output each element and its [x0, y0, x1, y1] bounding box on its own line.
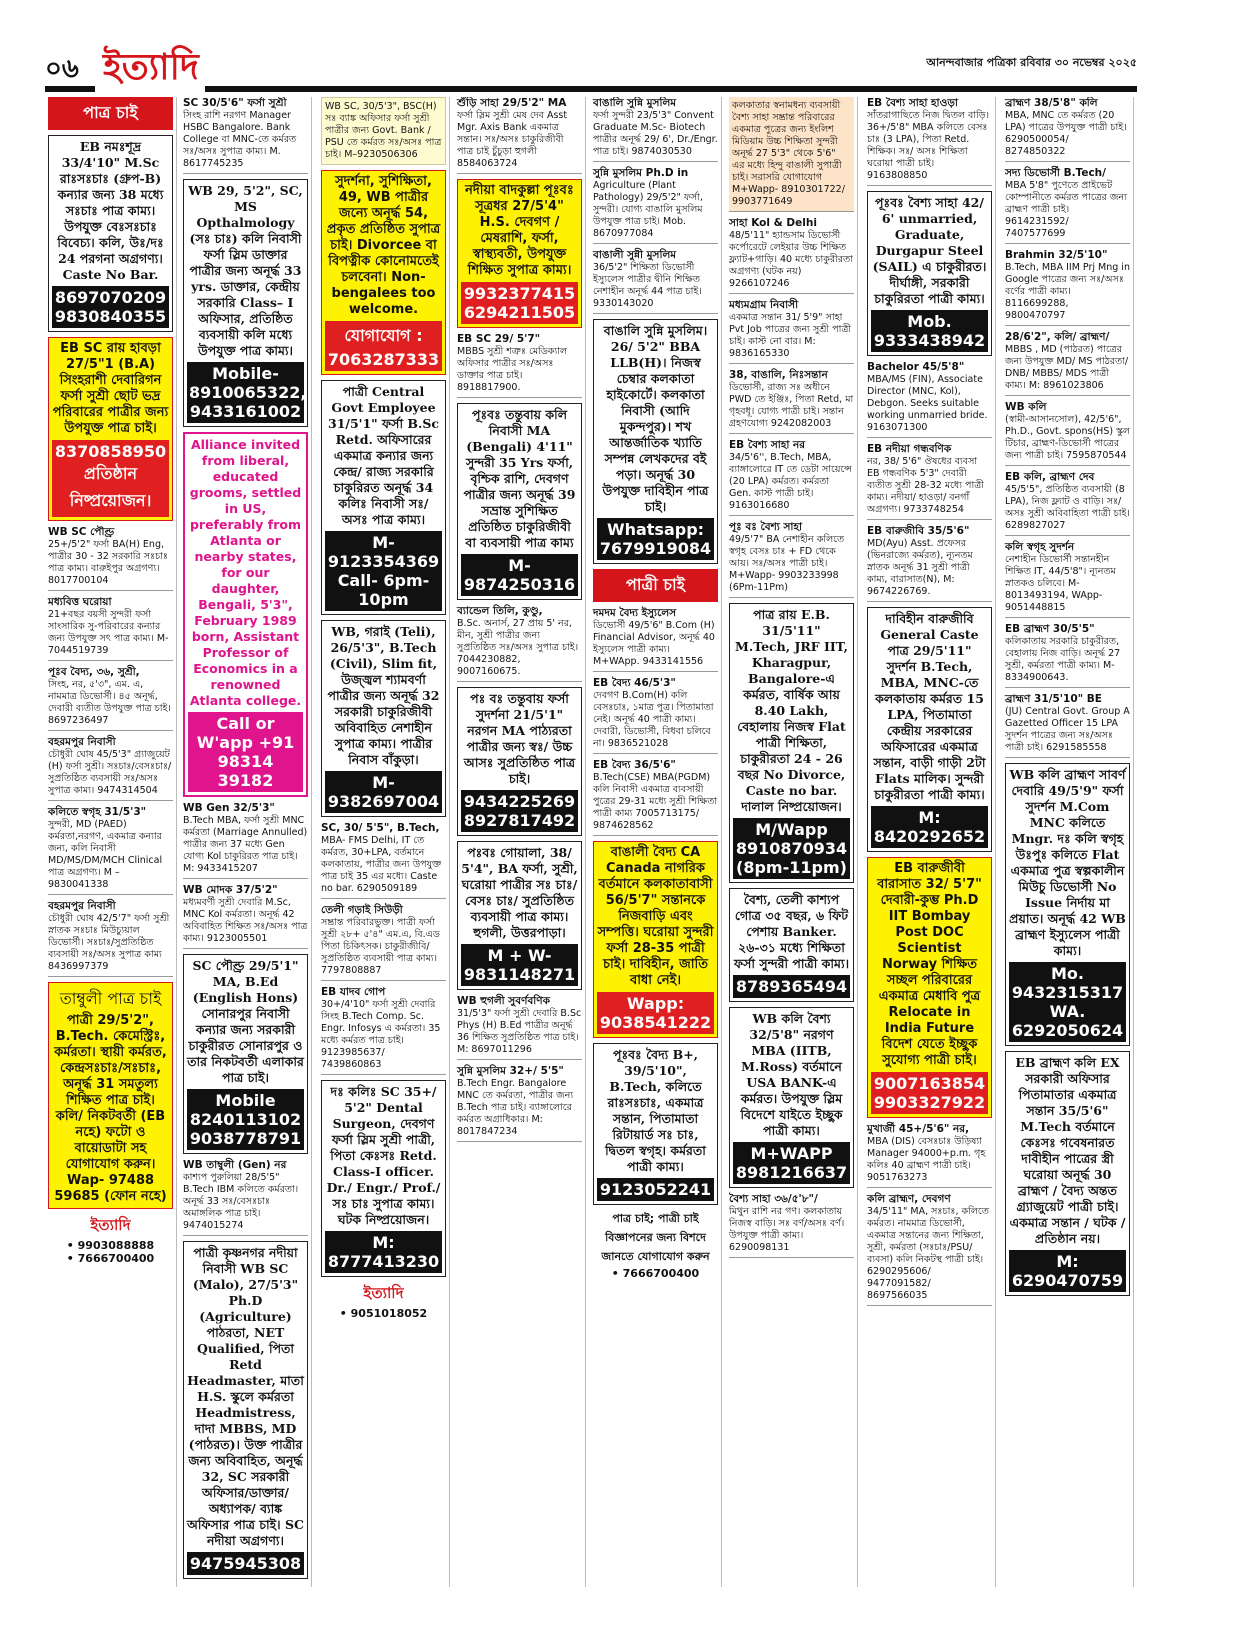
classified-ad	[457, 179, 582, 328]
classified-ad	[729, 1007, 854, 1188]
ad-phone: 9475945308	[187, 1552, 304, 1575]
ad-body: MBA 5'8" পুণেতে প্রাইভেট কোম্পানীতে কর্মরত পাত্রের জন্য ব্রাহ্মণ পাত্রী চাই। 9614231592/ 7407577699	[1005, 180, 1127, 239]
ad-phone: যোগাযোগ : 7063287333	[325, 321, 442, 371]
ad-body: পঃবঃ গোয়ালা, 38/ 5'4", BA ফর্সা, সুশ্রী, ঘরোয়া পাত্রীর সঃ চাঃ/ বেসঃ চাঃ/ সুপ্রতিষ্ঠিত ব্যবসায়ী পাত্র কাম্য। হুগলী, উত্তরপাড়া।	[461, 845, 578, 940]
ad-heading: Brahmin 32/5'10"	[1005, 249, 1108, 261]
ad-heading: EB নদীয়া গন্ধবণিক	[867, 443, 952, 455]
ad-body: মিথুন রাশি নর গণ। কলকাতায় নিজস্ব বাড়ি। সঃ বর্ণ/অসঃ বর্ণ। উপযুক্ত পাত্রী কাম্য। 6290098131	[729, 1206, 845, 1253]
ad-heading: WB মোদক 37/5'2"	[183, 884, 278, 896]
header-rule	[205, 86, 1137, 92]
ad-phone: Whatsapp: 7679919084	[597, 518, 714, 560]
ad-body: দাবিহীন বারুজীবি General Caste পাত্র 29/5'11" সুদর্শন B.Tech, MBA, MNC-তে কলকাতায় কর্মরত 15 LPA, পিতামাতা কেন্দ্রীয় সরকারের অফিসারের একমাত্র সন্তান, বাড়ী গাড়ী 2টা Flats মালিক। সুন্দরী চাকুরীরতা পাত্রী কাম্য।	[873, 611, 986, 802]
ad-phone: 9434225269 8927817492	[461, 790, 578, 832]
ad-heading: EB বৈশ্য সাহা নর	[729, 439, 806, 451]
classified-ad	[593, 677, 718, 754]
ad-body: সম্ভ্রান্ত পরিবারভুক্ত। পাত্রী ফর্সা সুশ্রী ২৮+ ৫'৪" এম.এ, বি.এড পিতা চিকিৎসক। চাকুরীজীবি/ সুপ্রতিষ্ঠিত ব্যবসায়ী পাত্র কাম্য। 7797808887	[321, 917, 440, 976]
ad-body: WB 29, 5'2", SC, MS Opthalmology (সঃ চাঃ) কলি নিবাসী ফর্সা স্লিম ডাক্তার পাত্রীর জন্য অনূর্দ্ধ 33 yrs. ডাক্তার, কেন্দ্রীয় সরকারি Class– I অফিসার, প্রতিষ্ঠিত ব্যবসায়ী কলি মধ্যে উপযুক্ত পাত্র কাম্য।	[188, 183, 303, 358]
classified-ad	[48, 526, 173, 591]
classified-ad	[321, 97, 446, 165]
classified-ad	[183, 1241, 308, 1579]
classified-ad	[729, 369, 854, 434]
ad-heading: SC, 30/ 5'5", B.Tech,	[321, 822, 440, 834]
classified-ad	[321, 986, 446, 1075]
ad-body: 21+বছর বয়সী সুন্দরী ফর্সা সাংসারিক সু-পরিবারের কন্যার জন্য উপযুক্ত সৎ পাত্র কাম্য। M-7044519739	[48, 609, 169, 656]
classified-ad	[48, 982, 173, 1209]
column-1	[45, 97, 177, 1587]
ad-heading: পূঃ বঃ বৈশ্য সাহা	[729, 521, 803, 533]
ad-body: পূঃবঃ বৈশ্য সাহা 42/ 6' unmarried, Graduate, Durgapur Steel (SAIL) এ চাকুরীরত। দীর্ঘাঙ্গী, সরকারী চাকুরিরতা পাত্রী কাম্য।	[872, 195, 987, 306]
ad-heading: ইত্যাদি	[90, 1216, 131, 1234]
classified-ad	[457, 605, 582, 682]
classified-ad	[1005, 97, 1130, 162]
classified-ad	[729, 603, 854, 883]
ad-heading: EB বৈশ্য সাহা হাওড়া	[867, 97, 958, 109]
ad-heading: ব্রাহ্মণ 38/5'8" কলি	[1005, 97, 1098, 109]
classified-ad	[48, 596, 173, 661]
ad-body: পূঃবঃ বৈদ্য B+, 39/5'10", B.Tech, কলিতে রাঃসঃচাঃ, একমাত্র সন্তান, পিতামাতা রিটায়ার্ড সঃ চাঃ, দ্বিতল স্বগৃহ। কর্মরতা পাত্রী কাম্য।	[605, 1047, 706, 1174]
ad-body: MBA- FMS Delhi, IT তে কর্মরত, 30+LPA, বর্তমানে কলকাতায়, পাত্রীর জন্য উপযুক্ত পাত্র চাই 35 এর মধ্যে। Caste no bar. 6290509189	[321, 835, 442, 894]
page-number: ০৬	[45, 54, 79, 84]
classified-ad	[867, 1193, 992, 1306]
ad-phone: Mob. 9333438942	[871, 310, 988, 352]
classified-ad	[1005, 167, 1130, 244]
classified-ad	[321, 620, 446, 817]
ad-phone: M + W- 9831148271	[461, 944, 578, 986]
column-8	[1002, 97, 1134, 1587]
ad-body: 31/5'3" ফর্সা সুশ্রী দেবারি B.Sc Phys (H) B.Ed পাত্রীর অনূর্দ্ধ 36 শিক্ষিত সুপ্রতিষ্ঠিত পাত্র চাই। M: 8697011296	[457, 1008, 582, 1055]
classified-ad	[457, 687, 582, 836]
classified-ad	[183, 432, 308, 797]
ad-body: (স্বামী-আসানসোল), 42/5'6", Ph.D., Govt. spons(HS) স্কুল টিচার, ব্রাহ্মণ-ডিভোর্সী পাত্রের জন্য পাত্রী চাই। 7595870544	[1005, 414, 1130, 461]
ad-body: সুদর্শনা, সুশিক্ষিতা, 49, WB পাত্রীর জন্যে অনূর্দ্ধ 54, প্রকৃত প্রতিষ্ঠিত সুপাত্র চাই। Divorcee বা বিপত্নীক কোনোমতেই চলবেনা। Non-bengalees too welcome.	[326, 174, 441, 317]
ad-phone: 9932377415 6294211505	[461, 282, 578, 324]
section-title: ইত্যাদি	[103, 46, 199, 88]
classified-ad	[867, 607, 992, 852]
ad-heading: তাম্বুলী পাত্র চাই	[59, 989, 162, 1008]
ad-heading: সদ্য ডিভোর্সী B.Tech/	[1005, 167, 1106, 179]
ad-body: ডিভোর্সী, রাজ্য সঃ অধীনে PWD তে ইঞ্জিঃ, পিতা Retd, মা গৃহবধূ। যোগ্য পাত্রী চাই। সন্তান গ্রহণযোগ্য 9242082003	[729, 382, 854, 429]
classified-ad	[48, 900, 173, 977]
classified-ad	[321, 170, 446, 375]
ad-heading: সুন্নি মুসলিম Ph.D in	[593, 167, 689, 179]
ad-heading: বৈশ্য সাহা ৩৬/৫'৮"/	[729, 1193, 818, 1205]
classified-ad	[321, 1080, 446, 1277]
page-header	[45, 40, 1137, 95]
classified-ad	[729, 439, 854, 516]
ad-body: কলিকাতায় সরকারি চাকুরীরত, বেহালায় নিজ বাড়ি। অনূর্দ্ধ 27 সুশ্রী, কর্মরতা পাত্রী কাম্য। M- 8334900643.	[1005, 636, 1121, 683]
ad-phone: M-9382697004	[325, 771, 442, 813]
ad-body: MBBS , MD (পাঠরত) পাত্রের জন্য উপযুক্ত MD/ MS পাঠরতা/ DNB/ MBBS/ MDS পাত্রী কাম্য। M: 8961023806	[1005, 344, 1129, 391]
ad-heading: মধ্যমগ্রাম নিবাসী	[729, 299, 799, 311]
ad-body: পূঃবঃ তন্তুবায় কলি নিবাসী MA (Bengali) 4'11" সুন্দরী 35 Yrs ফর্সা, বৃশ্চিক রাশি, দেবগণ পাত্রীর জন্য অনূর্দ্ধ 39 সভ্রান্ত সুশিক্ষিত প্রতিষ্ঠিত চাকুরিজীবী বা ব্যবসায়ী পাত্র কাম্য	[463, 407, 576, 550]
classified-ad	[593, 97, 718, 162]
ad-phone: M- 9874250316	[461, 554, 578, 596]
classified-ad	[1005, 763, 1130, 1046]
classified-ad	[729, 888, 854, 1002]
ad-heading: বাঙালি সুন্নি মুসলিম	[593, 97, 677, 109]
classified-ad	[457, 403, 582, 600]
ad-body: ফর্সা সুন্দরী 23/5'3" Convent Graduate M.Sc- Biotech পাত্রীর অনূর্দ্ধ 29/ 6', Dr./Engr. পাত্র চাই। 9874030530	[593, 110, 718, 157]
ad-heading: WB তাম্বুলী (Gen) নর	[183, 1159, 287, 1171]
ad-body: • 9051018052	[339, 1307, 428, 1320]
ad-phone: M: 6290470759	[1009, 1250, 1126, 1292]
ad-body: 49/5'7" BA নেশাহীন কলিতে স্বগৃহ বেসঃ চাঃ + FD থেকে আয়। সঃ/অসঃ পাত্রী চাই। M+Wapp- 9903233998 (6Pm-11Pm)	[729, 534, 845, 593]
classified-ad	[593, 841, 718, 1038]
ad-body: EB নমঃশূদ্র 33/4'10" M.Sc রাঃসঃচাঃ (গ্রুপ-B) কন্যার জন্য 38 মধ্যে সঃচাঃ পাত্র কাম্য। উপযুক্ত বেঃসঃচাঃ বিবেচ্য। কলি, উঃ/দঃ 24 পরগনা অগ্রগণ্য। Caste No Bar.	[57, 139, 164, 282]
ad-phone: M: 8777413230	[325, 1231, 442, 1273]
ad-body: WB কলি ব্রাহ্মণ সাবর্ণ দেবারি 49/5'9" ফর্সা সুদর্শন M.Com MNC কলিতে Mngr. দঃ কলি স্বগৃহ উঃপুঃ কলিতে Flat একমাত্র পুত্র স্বল্পকালীন মিউচু ডিভোর্সী No Issue নির্দায় মা প্রয়াত। অনূর্দ্ধ 42 WB ব্রাহ্মণ ইস্যুলেস পাত্রী কাম্য।	[1009, 767, 1126, 958]
ad-heading: কলি স্বগৃহ সুদর্শন	[1005, 541, 1075, 553]
ad-heading: ইত্যাদি	[363, 1284, 404, 1302]
ad-body: 30+/4'10" ফর্সা সুশ্রী দেবারি সিংহ B.Tech Comp. Sc. Engr. Infosys এ কর্মরতা। 35 মধ্যে কর্মরত পাত্র চাই। 9123985637/ 7439860863	[321, 999, 441, 1070]
column-7	[864, 97, 996, 1587]
ad-body: বৈশ্য, তেলী কাশ্যপ গোত্র ৩৫ বছর, ৬ ফিট পেশায় Banker. ২৬-৩১ মধ্যে শিক্ষিতা ফর্সা সুন্দরী পাত্রী কাম্য।	[733, 892, 850, 971]
ad-body: বাঙালী বৈদ্য CA Canada নাগরিক বর্তমানে কলকাতাবাসী 56/5'7" সন্তানকে নিজবাড়ি এবং সম্পত্তি। ঘরোয়া সুন্দরী ফর্সা 28-35 পাত্রী চাই। দাবিহীন, জাতি বাধা নেই।	[597, 845, 714, 988]
column-footer	[48, 1214, 173, 1268]
classified-ad	[48, 806, 173, 895]
ad-heading: 28/6'2", কলি/ ব্রাহ্মণ/	[1005, 331, 1110, 343]
classified-ad	[1005, 331, 1130, 396]
ad-body: 34/5'11" MA, সঃচাঃ, কলিতে কর্মরত। নামমাত্র ডিভোর্সী, একমাত্র সন্তানের জন্য শিক্ষিতা, সুশ্রী, কর্মরতা (সঃচাঃ/PSU/ব্যবসা) কলি নিকটস্থ পাত্রী চাই। 6290295606/ 9477091582/ 8697566035	[867, 1206, 989, 1301]
ad-body: B.Sc. অনার্স, 27 প্রায় 5' নর, মীন, সুশ্রী পাত্রীর জন্য সুপ্রতিষ্ঠিত সঃ/অসঃ সুপাত্র চাই। 7044230882, 9007160675.	[457, 618, 579, 677]
ad-body: চৌধুরী ঘোষ 45/5'3" গ্র্যাজুয়েট (H) ফর্সা সুশ্রী। সঃচাঃ/বেসঃচাঃ/সুপ্রতিষ্ঠিত ব্যবসায়ী সঃ/অসঃ সুপাত্র কাম্য। 9474314504	[48, 749, 172, 796]
ad-heading: EB বারুজীবি 35/5'6"	[867, 525, 970, 537]
ad-heading: বহরমপুর নিবাসী	[48, 900, 116, 912]
ad-body: WB SC, 30/5'3", BSC(H) সঃ ব্যাঙ্ক অফিসার ফর্সা সুশ্রী পাত্রীর জন্য Govt. Bank / PSU তে কর্মরত সঃ/অসঃ পাত্র চাই। M–9230506306	[325, 101, 442, 160]
ad-phone: 9007163854 9903327922	[871, 1072, 988, 1114]
classified-ad	[1005, 623, 1130, 688]
classified-ad	[729, 217, 854, 294]
ad-body: পাত্রী Central Govt Employee 31/5'1" ফর্সা B.Sc Retd. অফিসারের একমাত্র কন্যার জন্য কেন্দ্র/ রাজ্য সরকারি চাকুরিরত অনূর্দ্ধ 34 কলিঃ নিবাসী সঃ/ অসঃ পাত্র কাম্য।	[328, 384, 439, 527]
ad-heading: EB SC 29/ 5'7"	[457, 333, 541, 345]
classified-ad	[321, 822, 446, 899]
ad-heading: বাঙালী সুন্নী মুসলিম	[593, 249, 677, 261]
classified-ad	[867, 443, 992, 520]
ad-phone: 9123052241	[597, 1178, 714, 1201]
classified-ad	[867, 857, 992, 1118]
classified-ad	[183, 954, 308, 1154]
classified-ad	[183, 1159, 308, 1236]
ad-body: কাশ্যপ পুরুলিয়া 28/5'5" B.Tech IBM কলিতে কর্মরতা। অনূর্দ্ধ 33 সঃ/বেসঃচাঃ অমাঙ্গলিক পাত্র চাই। 9474015274	[183, 1172, 299, 1231]
ad-heading: মধ্যবিত্ত ঘরোয়া	[48, 596, 112, 608]
ad-phone: M/Wapp 8910870934 (8pm-11pm)	[733, 818, 850, 879]
ad-body: পাত্র রায় E.B. 31/5'11" M.Tech, JRF IIT, Kharagpur, Bangalore-এ কর্মরত, বার্ষিক আয় 8.40 Lakh, বেহালায় নিজস্ব Flat পাত্রী শিক্ষিতা, চাকুরীরতা 24 - 26 বছর No Divorce, Caste no bar. দালাল নিষ্প্রয়োজন।	[735, 607, 848, 814]
column-5	[590, 97, 722, 1587]
ad-body: WB, গরাই (Teli), 26/5'3", B.Tech (Civil), Slim fit, উজ্জ্বল শ্যামবর্ণা পাত্রীর জন্য অনূর্দ্ধ 32 সরকারী চাকুরিজীবী অবিবাহিত নেশাহীন সুপাত্র কাম্য। পাত্রীর নিবাস বাঁকুড়া।	[327, 624, 440, 767]
ad-heading: পাত্র চাই	[83, 103, 138, 122]
ad-phone: 8370858950 প্রতিষ্ঠান নিষ্প্রয়োজন।	[52, 440, 169, 517]
ad-body: সাঁতরাগাছিতে নিজ দ্বিতল বাড়ি। 36+/5'8" MBA কলিতে বেসঃ চাঃ (3 LPA), পিতা Retd. শিক্ষিক। সঃ/ অসঃ শিক্ষিতা ঘরোয়া পাত্রী চাই। 9163808850	[867, 110, 989, 181]
ad-heading: কলিতে স্বগৃহ 31/5'3"	[48, 806, 147, 818]
ad-body: 45/5'5", প্রতিষ্ঠিত ব্যবসায়ী (8 LPA), নিজ ফ্ল্যাট ও বাড়ি। সঃ/অসঃ সুশ্রী অবিবাহিতা পাত্রী চাই। 6289827027	[1005, 484, 1130, 531]
classified-ad	[183, 884, 308, 949]
classified-ad	[1005, 1051, 1130, 1296]
ad-body: MBA, MNC তে কর্মরত (20 LPA) পাত্রের উপযুক্ত পাত্রী চাই। 6290500054/ 8274850322	[1005, 110, 1127, 157]
classified-ad	[867, 1123, 992, 1188]
ad-body: মধ্যমবর্ণী সুশ্রী দেবারি M.Sc, MNC Kol কর্মরতা। অনূর্দ্ধ 42 অবিবাহিত শিক্ষিত সঃ/অসঃ পাত্র কাম্য। 9123005501	[183, 897, 308, 944]
column-3	[318, 97, 450, 1587]
ad-body: চৌধুরী ঘোষ 42/5'7" ফর্সা সুশ্রী স্নাতক সঃচাঃ মিউচ্যুয়াল ডিভোর্সী। সঃচাঃ/সুপ্রতিষ্ঠিত ব্যবসায়ী সঃ/অসঃ সুপাত্র কাম্য 8436997379	[48, 913, 170, 972]
ad-body: সিংহ রাশি নরগণ Manager HSBC Bangalore. Bank College বা MNC-তে কর্মরত সঃ/অসঃ সুপাত্র কাম্য। M. 8617745235	[183, 110, 297, 169]
ad-phone: Mobile- 8910065322, 9433161002	[189, 364, 307, 421]
ad-body: দঃ কলিঃ SC 35+/ 5'2" Dental Surgeon, দেবগণ ফর্সা স্লিম সুশ্রী পাত্রী, পিতা কেঃসঃ Retd. Class-I officer. Dr./ Engr./ Prof./ সঃ চাঃ সুপাত্র কাম্য। ঘটক নিষ্প্রয়োজন।	[326, 1084, 441, 1227]
classified-ad	[457, 841, 582, 990]
ad-body: 48/5'11" হ্যান্ডসাম ডিভোর্সী কর্পোরেটে লেইয়ার উচ্চ শিক্ষিত ফ্ল্যাট+গাড়ি। 40 মধ্যে চাকুরীরতা অগ্রগণ্য (ঘটক নয়) 9266107246	[729, 230, 853, 289]
classified-ad	[867, 97, 992, 186]
classified-ad	[593, 167, 718, 244]
ad-body: EB ব্রাহ্মণ কলি EX সরকারী অফিসার পিতামাতার একমাত্র সন্তান 35/5'6" M.Tech বর্তমানে কেঃসঃ গবেষনারত দাবীহীন পাত্রের স্ত্রী ঘরোয়া অনূর্দ্ধ 30 ব্রাহ্মণ / বৈদ্য অন্তত গ্র্যাজুয়েট পাত্রী চাই। একমাত্র সন্তান / ঘটক / প্রতিষ্ঠান নয়।	[1009, 1055, 1126, 1246]
ad-body: Agriculture (Plant Pathology) 29/5'2" ফর্সা, সুন্দরী। যোগ্য বাঙালি মুসলিম উপযুক্ত পাত্র চাই। Mob. 8670977084	[593, 180, 703, 239]
ad-body: Alliance invited from liberal, educated grooms, settled in US, preferably from Atlanta or nearby states, for our daughter, Bengali, 5'3", February 1989 born, Assistant Professor of Economics in a renowned Atlanta college.	[189, 437, 302, 708]
ad-body: নদীয়া বাদকুল্লা পূঃবঃ সূত্রধর 27/5'4" H.S. দেবগণ / মেষরাশি, ফর্সা, স্বাস্থ্যবতী, উপযুক্ত শিক্ষিত সুপাত্র কাম্য।	[465, 183, 574, 278]
ad-body: বাঙালি সুন্নি মুসলিম। 26/ 5'2" BBA LLB(H)। নিজস্ব চেম্বার কলকাতা হাইকোর্টে। কলকাতা নিবাসী (আদি মুকন্দপুর)। শখ আন্তর্জাতিক খ্যাতি সম্পন্ন লেখকদের বই পড়া। অনূর্দ্ধ 30 উপযুক্ত দাবিহীন পাত্র চাই।	[602, 323, 709, 514]
column-4	[454, 97, 586, 1587]
ad-heading: SC 30/5'6" ফর্সা সুশ্রী	[183, 97, 287, 109]
ad-body: পাত্র চাই; পাত্রী চাই বিজ্ঞাপনের জন্য বিশদে জানতে যোগাযোগ করুন • 7666700400	[601, 1212, 710, 1280]
ad-body: নর, 38/ 5'6" ঔষধের ব্যবসা EB গন্ধবণিক 5'3" দেবারী ব্যতীত সুশ্রী 28-32 মধ্যে পাত্রী কাম্য। নদীয়া/ হাওড়া/ বনগাঁ অগ্রগণ্য। 9733748254	[867, 456, 984, 515]
classified-ad	[729, 1193, 854, 1258]
ad-body: 25+/5'2" ফর্সা BA(H) Eng, পাত্রীর 30 - 32 সরকারি সঃচাঃ পাত্র কাম্য। বারুইপুর অগ্রগণ্য। 8017700104	[48, 539, 168, 586]
ad-heading: WB Gen 32/5'3"	[183, 802, 275, 814]
ad-heading: EB ব্রাহ্মণ 30/5'5"	[1005, 623, 1095, 635]
classified-ad	[593, 249, 718, 314]
classified-ad	[48, 666, 173, 731]
ad-heading: কলি ব্রাহ্মণ, দেবগণ	[867, 1193, 951, 1205]
ad-body: 34/5'6'', B.Tech, MBA, ব্যাঙ্গালোরে IT তে ডেটা সায়েন্সে (20 LPA) কর্মরত। কর্মরতা Gen. কাস্ট পাত্রী চাই। 9163016680	[729, 452, 852, 511]
classified-ad	[593, 1043, 718, 1205]
classified-ad	[183, 179, 308, 427]
classified-ad	[729, 299, 854, 364]
ad-heading: WB SC পৌণ্ড্র	[48, 526, 115, 538]
ad-phone: Mobile 8240113102 9038778791	[187, 1089, 304, 1150]
classified-ad	[321, 904, 446, 981]
column-2	[180, 97, 312, 1587]
column-6	[726, 97, 858, 1587]
classified-ad	[1005, 541, 1130, 618]
ad-heading: EB যাদব গোপ	[321, 986, 386, 998]
ad-body: দেবগণ B.Com(H) কলি বেসঃচাঃ, ১মাত্র পুত্র। পিতামাতা নেই। অনূর্দ্ধ 40 পাত্রী কাম্য। দেবারী, ডিভোর্সী, বিধবা চলিবে না। 9836521028	[593, 690, 714, 749]
classified-ad	[457, 333, 582, 398]
ad-phone: Call or W'app +91 98314 39182	[188, 712, 303, 792]
ad-body: B.Tech, MBA IIM Prj Mng in Google পাত্রের জন্য সঃ/অসঃ বর্ণের পাত্রী কাম্য। 8116699288, 9800470797	[1005, 262, 1130, 321]
ad-heading: Bachelor 45/5'8"	[867, 361, 965, 373]
ad-heading: ব্যান্ডেল তিলি, কুণ্ডু,	[457, 605, 543, 617]
classified-ad	[867, 361, 992, 438]
ad-phone: M+WAPP 8981216637	[733, 1142, 850, 1184]
classified-ad	[1005, 693, 1130, 758]
ad-phone: M: 8420292652	[871, 806, 988, 848]
dateline: আনন্দবাজার পত্রিকা রবিবার ৩০ নভেম্বর ২০২৫	[926, 56, 1137, 69]
classified-ad	[457, 1065, 582, 1142]
ad-body: একমাত্র সন্তান 31/ 5'9" সাহা Pvt Job পাত্রের জন্য সুশ্রী পাত্রী চাই। কাস্ট নো বার। M: 9836165330	[729, 312, 852, 359]
ad-heading: সুন্নি মুসলিম 32+/ 5'5"	[457, 1065, 564, 1077]
classified-ad	[867, 525, 992, 602]
classified-ad	[183, 97, 308, 174]
ad-body: B.Tech MBA, ফর্সা সুশ্রী MNC কর্মরতা (Marriage Annulled) পাত্রীর জন্য 37 মধ্যে Gen যোগ্য Kol চাকুরিরত পাত্র চাই। M: 9433415207	[183, 815, 308, 874]
classified-ad	[867, 191, 992, 356]
ad-heading: WB কলি	[1005, 401, 1047, 413]
ad-heading: 38, বাঙালি, নিঃসন্তান	[729, 369, 828, 381]
ad-body: SC পৌণ্ড্র 29/5'1" MA, B.Ed (English Hons) সোনারপুর নিবাসী কন্যার জন্য সরকারী চাকুরীরত সোনারপুর ও তার নিকটবর্তী এলাকার পাত্র চাই।	[187, 958, 304, 1085]
ad-body: পঃ বঃ তন্তুবায় ফর্সা সুদর্শনা 21/5'1" নরগন MA পাঠ্যরতা পাত্রীর জন্য স্বঃ/ উচ্চ আসঃ সুপ্রতিষ্ঠিত পাত্র চাই।	[463, 691, 576, 786]
ad-body: পাত্রী 29/5'2", B.Tech. কেমেস্ট্রিঃ, কর্মরতা। স্থায়ী কর্মরত, কেন্দ্রসঃচাঃ/সঃচাঃ, অনূর্দ্ধ 31 সমতুল্য শিক্ষিত পাত্র চাই। কলি/ নিকটবর্তী (EB নহে) ফটো ও বায়োডাটা সহ যোগাযোগ করুন। Wap- 97488 59685 (ফোন নহে)	[54, 1013, 167, 1204]
classified-ad	[183, 802, 308, 879]
section-banner	[48, 97, 173, 130]
ad-heading: শুঁড়ি সাহা 29/5'2" MA	[457, 97, 567, 109]
ad-body: • 9903088888 • 7666700400	[66, 1239, 155, 1265]
ad-body: কলকাতার স্বনামধন্য ব্যবসায়ী বৈশ্য সাহা সম্ভ্রান্ত পরিবারের একমাত্র পুত্রের জন্য ইংলিশ মিডিয়াম উচ্চ শিক্ষিতা সুন্দরী অনূর্দ্ধ 27 5'3" থেকে 5'6" এর মধ্যে হিন্দু বাঙালী সুপাত্রী চাই। সরাসরি যোগাযোগ M+Wapp- 8910301722/ 9903771649	[732, 100, 845, 207]
header-rule	[45, 86, 95, 92]
classified-ad	[457, 97, 582, 174]
ad-body: MBA (DIS) বেসঃচাঃ উড়িষ্যা Manager 94000+p.m. গৃহ কলিঃ 40 ব্রাহ্মণ পাত্রী চাই। 9051763273	[867, 1136, 986, 1183]
classified-ad	[593, 759, 718, 836]
classified-ad	[321, 380, 446, 615]
ad-heading: EB বৈদ্য 46/5'3"	[593, 677, 676, 689]
ad-phone: Mo. 9432315317 WA. 6292050624	[1009, 962, 1126, 1042]
ad-heading: মুখার্জী 45+/5'6" নর,	[867, 1123, 970, 1135]
classified-ad	[48, 337, 173, 521]
ad-phone: Wapp: 9038541222	[597, 992, 714, 1034]
ad-body: MD(Ayu) Asst. প্রফেসর (ভিনরাজ্যে কর্মরত), ন্যূনতম স্নাতক অনূর্দ্ধ 31 সুশ্রী পাত্রী কাম্য, বারাসাত(N), M: 9674226769.	[867, 538, 973, 597]
ad-body: EB বারুজীবী বারাসাত 32/ 5'7" দেবারী-কুম্ভ Ph.D IIT Bombay Post DOC Scientist Norway শিক্ষিত সচ্ছল পরিবারের একমাত্র মেধাবি পুত্র Relocate in India Future বিদেশ যেতে ইচ্ছুক সুযোগ্য পাত্রী চাই।	[877, 861, 982, 1068]
classified-ad	[48, 135, 173, 332]
classified-ad	[48, 736, 173, 801]
ad-body: B.Tech(CSE) MBA(PGDM) কলি নিবাসী একমাত্র ব্যবসায়ী পুত্রের 29-31 মধ্যে সুশ্রী শিক্ষিতা পাত্রী কাম্য 7005713175/ 9874628562	[593, 772, 718, 831]
ad-heading: বহরমপুর নিবাসী	[48, 736, 116, 748]
classified-ad	[1005, 249, 1130, 326]
column-footer	[593, 1210, 718, 1283]
classified-ad	[1005, 401, 1130, 466]
ad-heading: দমদম বৈদ্য ইস্যুলেস	[593, 607, 677, 619]
ad-heading: EB বৈদ্য 36/5'6"	[593, 759, 676, 771]
classified-ad	[729, 97, 854, 212]
ad-body: ডিভোর্সী 49/5'6" B.Com (H) Financial Advisor, অনূর্দ্ধ 40 ইস্যুলেস পাত্রী কাম্য। M+WApp. 9433141556	[593, 620, 715, 667]
ad-body: MBA/MS (FIN), Associate Director (MNC, Kol), Debgon. Seeks suitable working unmarried bride. 9163071300	[867, 374, 988, 433]
ad-body: সিংহ, নর, ৫'৩", এম. এ, নামমাত্র ডিভোর্সী। ৪৫ অনূর্দ্ধ, দেবারী ব্যতীত উপযুক্ত পাত্র চাই। 8697236497	[48, 679, 171, 726]
classified-ad	[593, 607, 718, 672]
ad-phone: 8789365494	[733, 975, 850, 998]
ad-heading: পূঃব বৈদ্য, ৩৬, সুশ্রী,	[48, 666, 140, 678]
ad-body: 36/5'2" শিক্ষিতা ডিভোর্সী ইস্যুলেস পাত্রীর দ্বীনি শিক্ষিত নেশাহীন অনূর্দ্ধ 44 পাত্র চাই। 9330143020	[593, 262, 702, 309]
ad-body: পাত্রী কৃষ্ণনগর নদীয়া নিবাসী WB SC (Malo), 27/5'3" Ph.D (Agriculture) পাঠরতা, NET Qualified, পিতা Retd Headmaster, মাতা H.S. স্কুলে কর্মরতা Headmistress, দাদা MBBS, MD (পাঠরত)। উক্ত পাত্রীর জন্য অবিবাহিত, অনূর্দ্ধ 32, SC সরকারী অফিসার/ডাক্তার/ অধ্যাপক/ ব্যাঙ্ক অফিসার পাত্র চাই। SC নদীয়া অগ্রগণ্য।	[187, 1245, 304, 1548]
ad-body: নেশাহীন ডিভোর্সী সন্তানহীন শিক্ষিত IT, 44/5'8"। ন্যূনতম স্নাতকও চলিবে। M-8013493194, WApp- 9051448815	[1005, 554, 1116, 613]
ad-heading: EB কলি, ব্রাহ্মণ দেব	[1005, 471, 1095, 483]
ad-body: ফর্সা স্লিম সুশ্রী মেষ দেব Asst Mgr. Axis Bank একমাত্র সন্তান। সঃ/অসঃ চাকুরিজীবী পাত্র চাই চুঁচুড়া হুগলী 8584063724	[457, 110, 568, 169]
classified-ad	[729, 521, 854, 598]
ad-body: (JU) Central Govt. Group A Gazetted Officer 15 LPA সুদর্শন পাত্রের জন্য সঃ/অসঃ পাত্রী চাই। 6291585558	[1005, 706, 1130, 753]
ad-body: MBBS সুশ্রী শত্রুঃ মেডিক্যাল অফিসার পাত্রীর সঃ/অসঃ ডাক্তার পাত্র চাই। 8918817900.	[457, 346, 568, 393]
classified-ad	[593, 319, 718, 564]
ad-body: WB কলি বৈশ্য 32/5'8" নরগণ MBA (IITB, M.Ross) বর্তমানে USA BANK-এ কর্মরত। উপযুক্ত স্লিম বিদেশে যাইতে ইচ্ছুক পাত্রী কাম্য।	[740, 1011, 843, 1138]
column-footer	[321, 1282, 446, 1323]
ad-body: EB SC রায় হাবড়া 27/5"1 (B.A) সিংহরাশী দেবারিগন ফর্সা সুশ্রী ছোট ভদ্র পরিবারের পাত্রীর জন্য উপযুক্ত পাত্র চাই।	[52, 341, 169, 436]
classified-ad	[1005, 471, 1130, 536]
classified-ad	[457, 995, 582, 1060]
ad-heading: ব্রাহ্মণ 31/5'10" BE	[1005, 693, 1102, 705]
ad-heading: WB হুগলী সুবর্ণবণিক	[457, 995, 550, 1007]
ad-phone: M-9123354369 Call- 6pm-10pm	[325, 531, 442, 611]
ad-body: B.Tech Engr. Bangalore MNC তে কর্মরতা, পাত্রীর জন্য B.Tech পাত্র চাই। ব্যাঙ্গালোরে কর্মরত অগ্রাধিকার। M: 8017847234	[457, 1078, 574, 1137]
ad-heading: তেলী গড়াই সিউড়ী	[321, 904, 403, 916]
ad-heading: পাত্রী চাই	[625, 575, 685, 594]
ad-phone: 8697070209 9830840355	[52, 286, 169, 328]
section-banner	[593, 569, 718, 602]
ad-heading: সাহা Kol & Delhi	[729, 217, 817, 229]
ad-body: সুন্দরী, MD (PAED) কর্মরতা,নরগণ, একমাত্র কন্যার জন্য, কলি নিবাসী MD/MS/DM/MCH Clinical পাত্র অগ্রগণ্য। M – 9830041338	[48, 819, 163, 890]
